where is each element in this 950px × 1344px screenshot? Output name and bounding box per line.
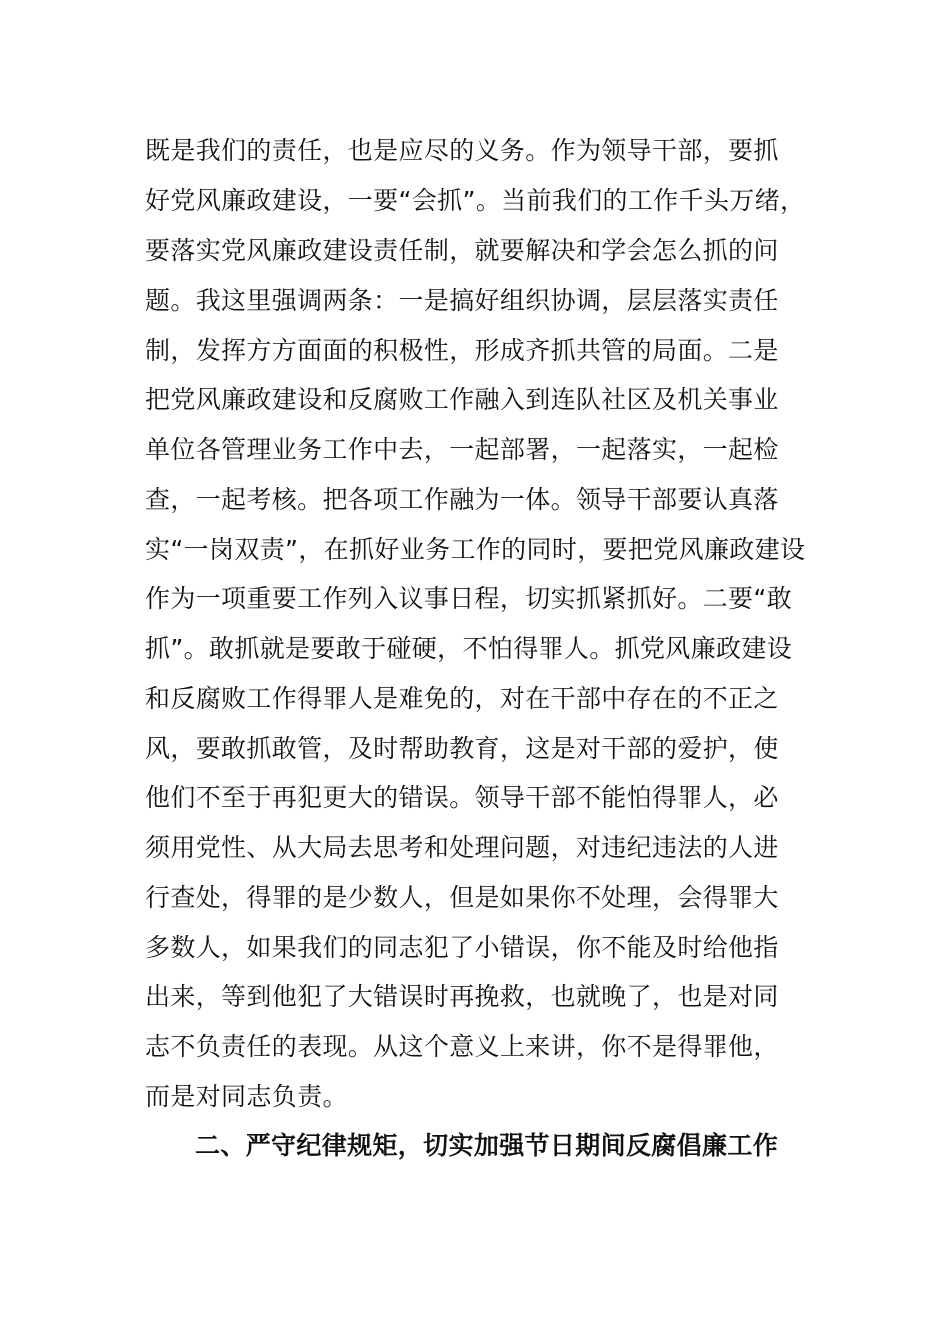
body-line: 单位各管理业务工作中去，一起部署，一起落实，一起检 [145,435,779,464]
body-line: 实“一岗双责”，在抓好业务工作的同时，要把党风廉政建设 [145,535,806,564]
body-line: 查，一起考核。把各项工作融为一体。领导干部要认真落 [145,485,779,514]
body-line: 行查处，得罪的是少数人，但是如果你不处理，会得罪大 [145,883,779,912]
body-line: 须用党性、从大局去思考和处理问题，对违纪违法的人进 [145,833,779,862]
body-line: 要落实党风廉政建设责任制，就要解决和学会怎么抓的问 [145,236,779,265]
body-line: 志不负责任的表现。从这个意义上来讲，你不是得罪他， [145,1032,779,1061]
body-line: 抓”。敢抓就是要敢于碰硬，不怕得罪人。抓党风廉政建设 [145,634,793,663]
body-line: 风，要敢抓敢管，及时帮助教育，这是对干部的爱护，使 [145,734,779,763]
body-line: 多数人，如果我们的同志犯了小错误，你不能及时给他指 [145,933,779,962]
body-line: 和反腐败工作得罪人是难免的，对在干部中存在的不正之 [145,684,779,713]
section-heading: 二、严守纪律规矩，切实加强节日期间反腐倡廉工作 [195,1131,779,1160]
body-line: 出来，等到他犯了大错误时再挽救，也就晚了，也是对同 [145,982,779,1011]
body-line: 既是我们的责任，也是应尽的义务。作为领导干部，要抓 [145,136,779,165]
body-line: 题。我这里强调两条：一是搞好组织协调，层层落实责任 [145,286,779,315]
body-line: 把党风廉政建设和反腐败工作融入到连队社区及机关事业 [145,385,779,414]
body-line: 好党风廉政建设，一要“会抓”。当前我们的工作千头万绪， [145,186,806,215]
body-line: 制，发挥方方面面的积极性，形成齐抓共管的局面。二是 [145,336,779,365]
body-line: 作为一项重要工作列入议事日程，切实抓紧抓好。二要“敢 [145,584,793,613]
body-line: 他们不至于再犯更大的错误。领导干部不能怕得罪人，必 [145,783,779,812]
body-line: 而是对同志负责。 [145,1082,348,1111]
